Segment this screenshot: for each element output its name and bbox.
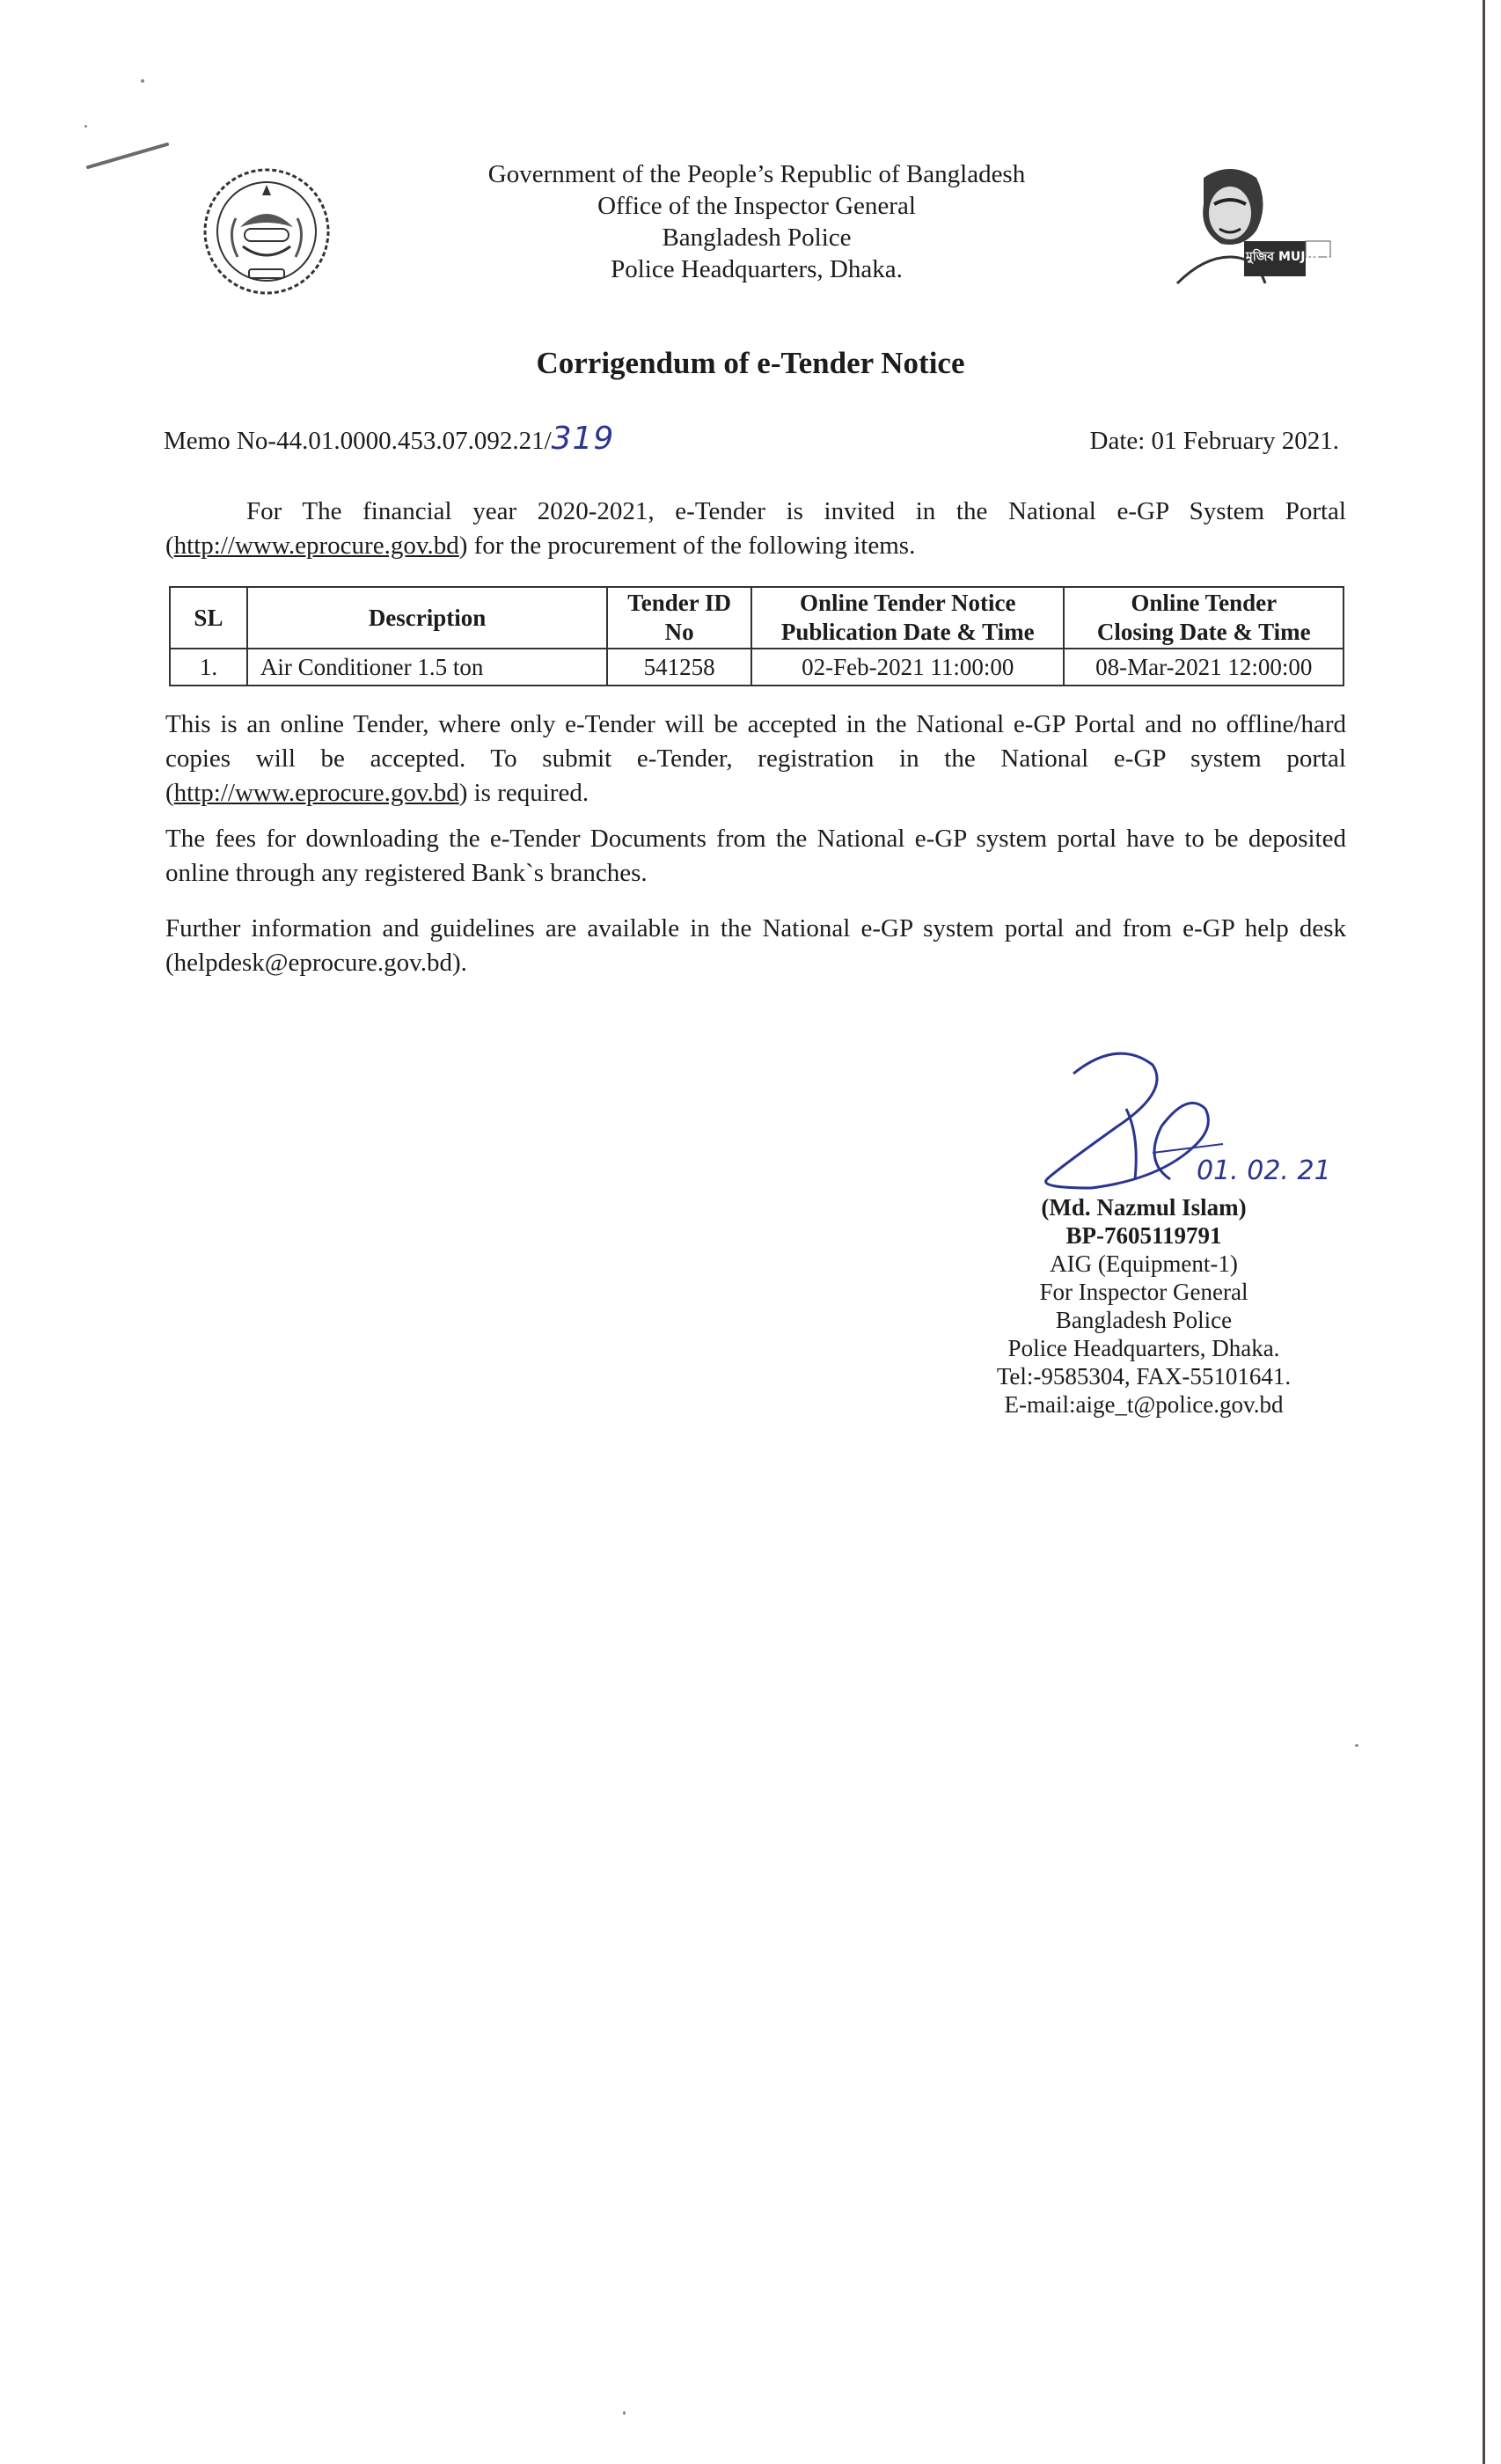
info-paragraph: Further information and guidelines are available in the National e-GP system portal and from e-GP help desk (helpdesk@eprocure.gov.bd). [165,914,1346,977]
bangladesh-police-emblem-icon [201,165,333,297]
memo-date: Date: 01 February 2021. [1089,427,1339,455]
table-header-row [170,587,1344,649]
cell-description: Air Conditioner 1.5 ton [247,649,607,686]
col-header-description: Description [247,587,607,649]
signatory-line: Bangladesh Police [1055,1307,1233,1333]
handwritten-signature-icon [1021,1047,1355,1206]
signatory-line: AIG (Equipment-1) [1050,1250,1238,1277]
signatory-line: Police Headquarters, Dhaka. [1007,1335,1280,1361]
online-tender-paragraph: This is an online Tender, where only e-Tender will be accepted in the National e-GP Portal and no offline/hard copies will be accepted. To submit e-Tender, registration in the National e-GP system portal (http://www.eprocure.gov.bd) is required. [165,710,1346,807]
intro-paragraph: For The financial year 2020-2021, e-Tender is invited in the National e-GP System Portal (http://www.eprocure.gov.bd) for the procurement of the following items. [165,497,1346,560]
cell-tender-id: 541258 [607,649,751,686]
memo-prefix: Memo No-44.01.0000.453.07.092.21/ [164,427,552,455]
letterhead-line: Police Headquarters, Dhaka. [611,255,903,283]
col-header-tender-id: Tender ID No [607,587,751,649]
letterhead [370,158,1144,285]
memo-row [164,421,1339,457]
letterhead-line: Bangladesh Police [662,224,852,252]
mujib-portrait-icon [1160,160,1350,292]
cell-closing: 08-Mar-2021 12:00:00 [1064,649,1344,686]
cell-sl: 1. [170,649,247,686]
mujib-100-logo [1160,160,1350,292]
fees-paragraph: The fees for downloading the e-Tender Documents from the National e-GP system portal have to be deposited online through any registered Bank`s branches. [165,825,1346,887]
tender-table [169,586,1344,686]
portal-link[interactable]: http://www.eprocure.gov.bd [173,532,459,560]
letterhead-line: Office of the Inspector General [597,192,916,220]
signature-date: 01. 02. 21 [1197,1155,1331,1186]
document-title: Corrigendum of e-Tender Notice [536,346,965,380]
col-header-sl: SL [170,587,247,649]
scan-speck [1355,1744,1358,1747]
memo-number [164,421,614,457]
col-header-publication: Online Tender Notice Publication Date & Time [751,587,1064,649]
signatory-line: For Inspector General [1039,1279,1248,1305]
scan-speck [141,79,144,83]
memo-handwritten-number: 319 [551,421,615,457]
mujib-logo-text: মুজিব MUJIB 100 [1246,250,1350,264]
portal-link[interactable]: http://www.eprocure.gov.bd [173,779,459,807]
signature-block [933,1193,1355,1419]
pen-mark-icon [84,137,172,172]
col-header-closing: Online Tender Closing Date & Time [1064,587,1344,649]
scan-speck [84,125,87,128]
signatory-email[interactable]: E-mail:aige_t@police.gov.bd [1004,1391,1284,1418]
table-row [170,649,1344,686]
signatory-name: (Md. Nazmul Islam) [1041,1194,1247,1221]
letterhead-line: Government of the People’s Republic of Bangladesh [487,160,1026,188]
scan-speck [623,2411,626,2415]
cell-publication: 02-Feb-2021 11:00:00 [751,649,1064,686]
signatory-contact: Tel:-9585304, FAX-55101641. [996,1363,1292,1390]
signatory-bp: BP-7605119791 [1065,1222,1222,1249]
